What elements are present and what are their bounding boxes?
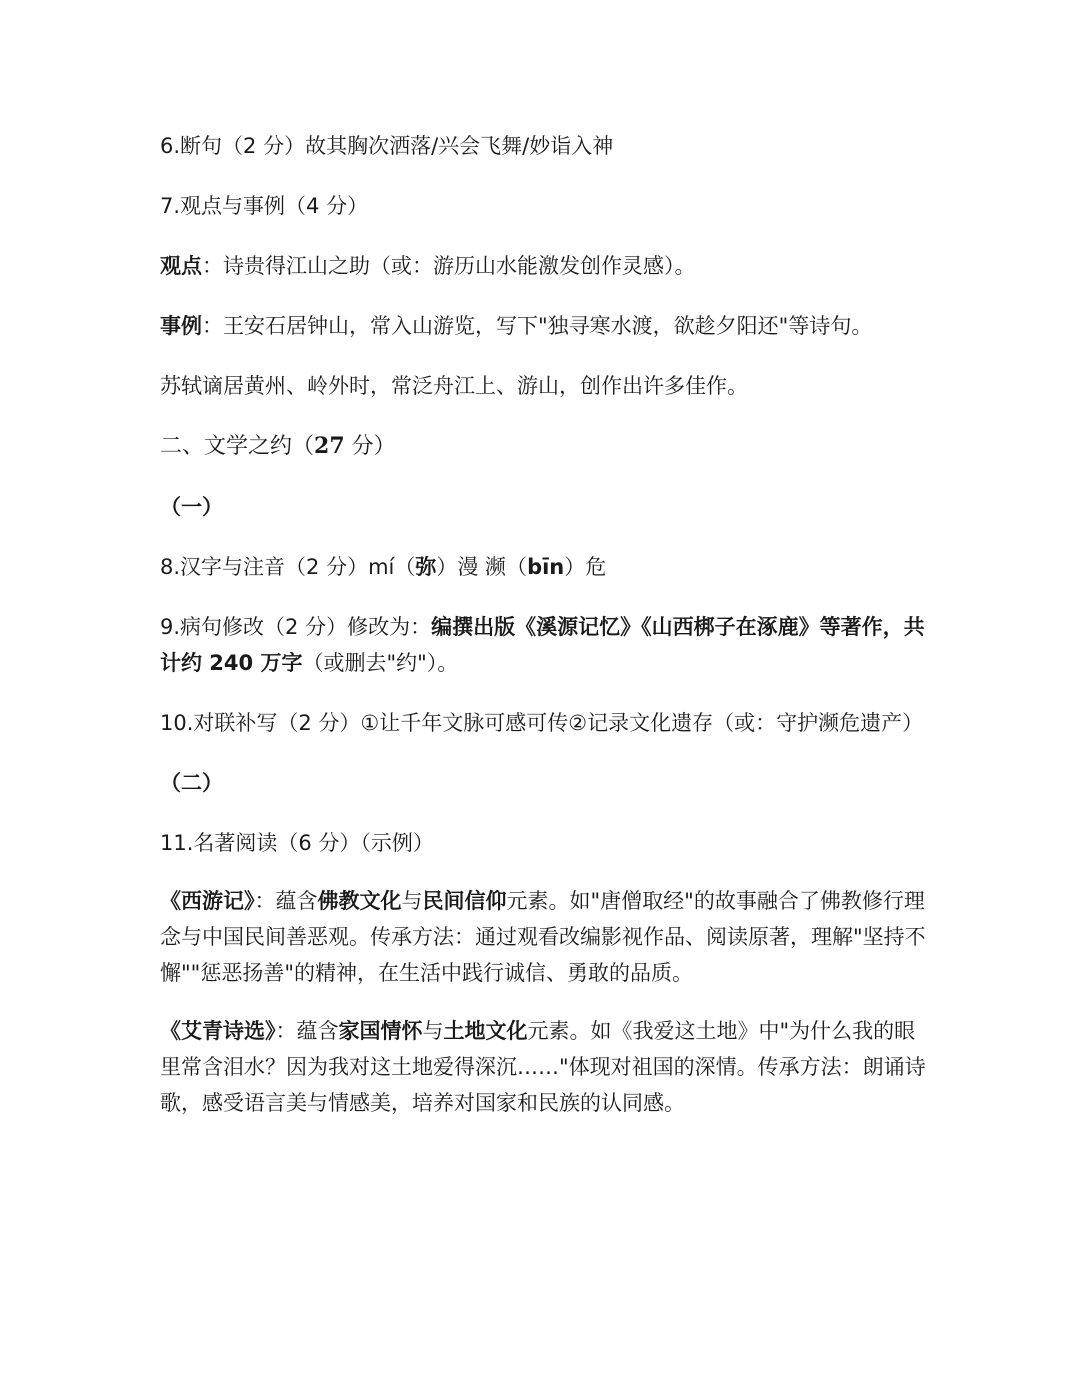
q10-text: 10.对联补写（2 分）①让千年文脉可感可传②记录文化遗存（或：守护濒危遗产） xyxy=(160,711,924,735)
q9-answer: 编撰出版《溪源记忆》《山西梆子在涿鹿》等著作，共计约 240 万字 xyxy=(160,615,925,675)
q7-title xyxy=(160,188,930,224)
aiqing-book: 《艾青诗选》 xyxy=(160,1019,276,1043)
xiyouji-t2: 与 xyxy=(401,889,423,913)
q9-line xyxy=(160,609,930,681)
section2-heading-score: 27 xyxy=(314,433,345,459)
viewpoint-label: 观点 xyxy=(160,254,202,278)
aiqing-t3: 元素。如《我爱这土地》中"为什么我的眼里常含泪水？因为我对这土地爱得深沉……"体现对祖国的深情。传承方法：朗诵诗歌，感受语言美与情感美，培养对国家和民族的认同感。 xyxy=(160,1019,926,1115)
section2-heading-b: 分） xyxy=(344,434,396,459)
q11-aiqing xyxy=(160,1013,930,1121)
example2-text: 苏轼谪居黄州、岭外时，常泛舟江上、游山，创作出许多佳作。 xyxy=(160,374,748,398)
viewpoint-text: ：诗贵得江山之助（或：游历山水能激发创作灵感）。 xyxy=(202,254,696,278)
q8-a: 8.汉字与注音（2 分）mí（ xyxy=(160,555,416,579)
xiyouji-t1: ：蕴含 xyxy=(254,889,318,913)
q7-example2 xyxy=(160,368,930,404)
section2-heading xyxy=(160,428,930,465)
aiqing-k1: 家国情怀 xyxy=(338,1019,423,1043)
q8-e: ）危 xyxy=(564,555,607,579)
q7-title-text: 7.观点与事例（4 分） xyxy=(160,194,369,218)
q8-c: ）漫 濒（ xyxy=(436,555,528,579)
q11-title-text: 11.名著阅读（6 分）（示例） xyxy=(160,831,434,855)
q7-example xyxy=(160,308,930,344)
subsection-1 xyxy=(160,489,930,525)
example-text: ：王安石居钟山，常入山游览，写下"独寻寒水渡，欲趁夕阳还"等诗句。 xyxy=(202,314,873,338)
q9-a: 9.病句修改（2 分）修改为： xyxy=(160,615,432,639)
subsection-2 xyxy=(160,765,930,801)
q8-answer-pinyin: bīn xyxy=(527,555,565,579)
q6-line xyxy=(160,128,930,164)
q9-c: （或删去"约"）。 xyxy=(302,651,459,675)
xiyouji-book: 《西游记》 xyxy=(160,889,255,913)
aiqing-t2: 与 xyxy=(422,1019,444,1043)
xiyouji-k2: 民间信仰 xyxy=(422,889,507,913)
answer-content xyxy=(160,128,930,1121)
q8-answer-char: 弥 xyxy=(415,555,437,579)
subsection-2-text: （二） xyxy=(160,771,223,795)
q11-xiyouji xyxy=(160,883,930,991)
example-label: 事例 xyxy=(160,314,202,338)
xiyouji-t3: 元素。如"唐僧取经"的故事融合了佛教修行理念与中国民间善恶观。传承方法：通过观看改编影视作品、阅读原著，理解"坚持不懈""惩恶扬善"的精神，在生活中践行诚信、勇敢的品质。 xyxy=(160,889,926,985)
q11-title xyxy=(160,825,930,861)
q8-line xyxy=(160,549,930,585)
section2-heading-a: 二、文学之约（ xyxy=(160,434,315,459)
q10-line xyxy=(160,705,930,741)
q7-viewpoint xyxy=(160,248,930,284)
xiyouji-k1: 佛教文化 xyxy=(317,889,402,913)
q6-text: 6.断句（2 分）故其胸次洒落/兴会飞舞/妙诣入神 xyxy=(160,134,614,158)
subsection-1-text: （一） xyxy=(160,495,223,519)
aiqing-t1: ：蕴含 xyxy=(275,1019,339,1043)
aiqing-k2: 土地文化 xyxy=(443,1019,528,1043)
